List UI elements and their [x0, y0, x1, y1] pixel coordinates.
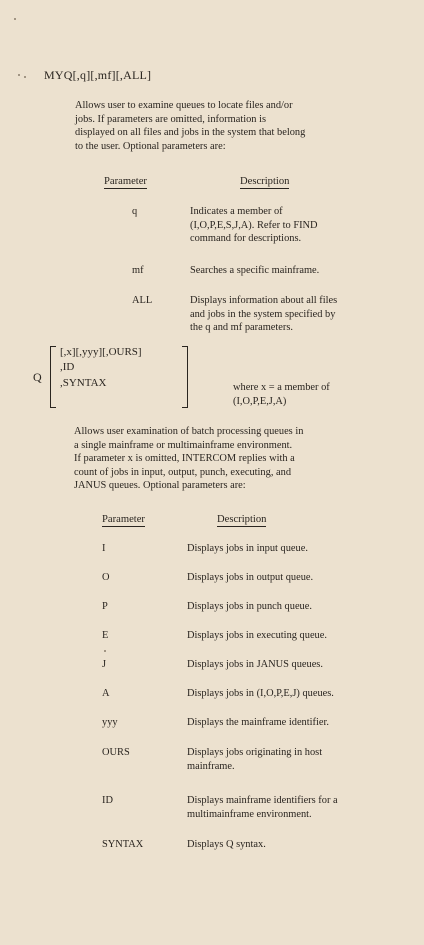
param-id: ID — [102, 795, 113, 806]
text-line: Allows user to examine queues to locate files and/or — [75, 100, 293, 111]
q-desc-header: Description — [217, 514, 267, 525]
q-syntax-line-1: [,x][,yyy][,OURS] — [60, 346, 142, 358]
text-line: Indicates a member of — [190, 206, 283, 217]
text-line: Displays mainframe identifiers for a — [187, 795, 338, 806]
text-line: jobs. If parameters are omitted, information is — [75, 113, 267, 125]
q-param-header: Parameter — [102, 514, 145, 525]
desc-e: Displays jobs in executing queue. — [187, 630, 327, 641]
param-mf: mf — [132, 265, 144, 276]
text-line: displayed on all files and jobs in the system that belong — [75, 127, 306, 139]
q-where-line-1: where x = a member of — [233, 382, 330, 393]
text-line: multimainframe environment. — [187, 808, 312, 820]
param-yyy: yyy — [102, 717, 118, 728]
text-line: Displays information about all files — [190, 295, 338, 306]
desc-yyy: Displays the mainframe identifier. — [187, 717, 329, 728]
desc-ours — [187, 746, 417, 773]
q-syntax-line-2: ,ID — [60, 361, 75, 373]
param-p: P — [102, 601, 108, 612]
text-line: the q and mf parameters. — [190, 322, 293, 334]
myq-description — [75, 99, 420, 153]
param-all: ALL — [132, 295, 153, 306]
text-line: mainframe. — [187, 760, 235, 772]
text-line: Searches a specific mainframe. — [190, 265, 320, 276]
desc-a: Displays jobs in (I,O,P,E,J) queues. — [187, 688, 334, 699]
speck-mark — [18, 74, 20, 76]
desc-i: Displays jobs in input queue. — [187, 543, 308, 554]
text-line: command for descriptions. — [190, 233, 302, 245]
desc-id — [187, 794, 417, 821]
desc-q — [190, 205, 415, 246]
q-where-line-2: (I,O,P,E,J,A) — [233, 396, 287, 407]
text-line: Displays jobs originating in host — [187, 747, 323, 758]
param-i: I — [102, 543, 106, 554]
desc-j: Displays jobs in JANUS queues. — [187, 659, 323, 670]
q-description — [74, 425, 419, 493]
text-line: a single mainframe or multimainframe environment. — [74, 439, 293, 451]
myq-syntax: MYQ[,q][,mf][,ALL] — [44, 68, 152, 82]
speck-mark — [24, 76, 26, 78]
text-line: and jobs in the system specified by — [190, 308, 336, 320]
text-line: JANUS queues. Optional parameters are: — [74, 480, 246, 492]
param-syntax: SYNTAX — [102, 839, 144, 850]
param-q: q — [132, 206, 138, 217]
speck-mark — [14, 18, 16, 20]
q-command-letter: Q — [33, 370, 42, 384]
right-bracket — [182, 346, 188, 408]
desc-all — [190, 294, 415, 335]
desc-syntax: Displays Q syntax. — [187, 839, 266, 850]
param-j: J — [102, 659, 107, 670]
text-line: (I,O,P,E,S,J,A). Refer to FIND — [190, 219, 318, 231]
desc-mf — [190, 264, 415, 278]
param-o: O — [102, 572, 110, 583]
param-e: E — [102, 630, 109, 641]
myq-param-header: Parameter — [104, 176, 147, 187]
desc-p: Displays jobs in punch queue. — [187, 601, 312, 612]
param-ours: OURS — [102, 747, 130, 758]
text-line: Allows user examination of batch processing queues in — [74, 426, 304, 437]
left-bracket — [50, 346, 56, 408]
q-syntax-line-3: ,SYNTAX — [60, 377, 107, 389]
desc-o: Displays jobs in output queue. — [187, 572, 314, 583]
text-line: If parameter x is omitted, INTERCOM replies with a — [74, 453, 295, 465]
myq-desc-header: Description — [240, 176, 290, 187]
text-line: to the user. Optional parameters are: — [75, 140, 226, 152]
speck-mark — [104, 650, 106, 652]
text-line: count of jobs in input, output, punch, executing, and — [74, 466, 292, 478]
param-a: A — [102, 688, 110, 699]
